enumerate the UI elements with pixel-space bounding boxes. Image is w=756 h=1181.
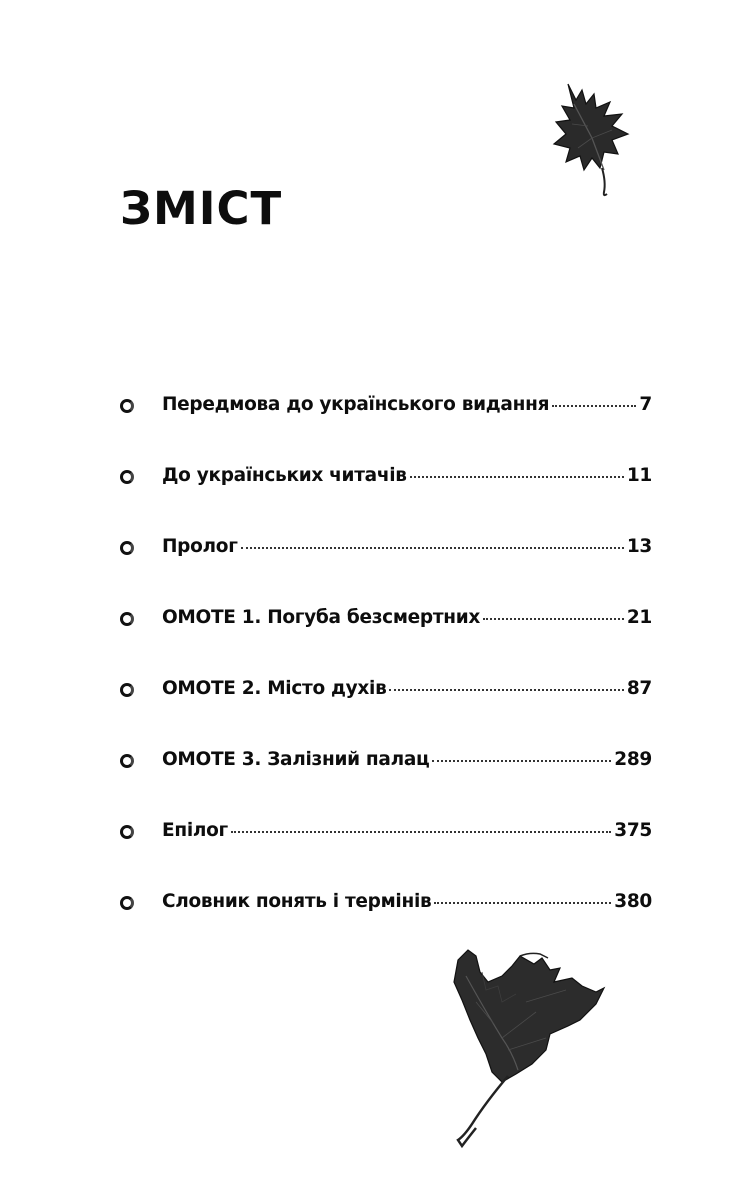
toc-entry[interactable] (120, 388, 652, 459)
circle-bullet-icon (120, 612, 134, 626)
toc-entry-page: 13 (626, 536, 652, 557)
toc-entry-page: 7 (639, 394, 652, 415)
circle-bullet-icon (120, 754, 134, 768)
toc-entry-title: OMOTE 3. Залізний палац (162, 749, 430, 770)
toc-entry-title: Епілог (162, 820, 228, 841)
toc-entry[interactable] (120, 672, 652, 743)
toc-entry-title: Словник понять і термінів (162, 891, 432, 912)
dot-leader (434, 902, 611, 904)
toc-entry-page: 87 (626, 678, 652, 699)
toc-entry-page: 380 (614, 891, 652, 912)
circle-bullet-icon (120, 399, 134, 413)
toc-entry-page: 289 (614, 749, 652, 770)
toc-entry-page: 11 (626, 465, 652, 486)
dot-leader (432, 760, 611, 762)
toc-entry-title: OMOTE 2. Місто духів (162, 678, 387, 699)
dot-leader (410, 476, 624, 478)
toc-row (162, 672, 652, 706)
dot-leader (241, 547, 624, 549)
dot-leader (552, 405, 636, 407)
toc-entry[interactable] (120, 814, 652, 885)
toc-entry-title: Пролог (162, 536, 238, 557)
page-title: ЗМІСТ (120, 182, 283, 235)
toc-row (162, 459, 652, 493)
toc-entry-title: OMOTE 1. Погуба безсмертних (162, 607, 481, 628)
toc-entry-title: Передмова до українського видання (162, 394, 550, 415)
toc-row (162, 885, 652, 919)
toc-row (162, 530, 652, 564)
dot-leader (483, 618, 624, 620)
toc-row (162, 814, 652, 848)
dry-leaf-icon (446, 942, 612, 1152)
circle-bullet-icon (120, 896, 134, 910)
circle-bullet-icon (120, 825, 134, 839)
table-of-contents (120, 388, 652, 956)
maple-leaf-icon (548, 78, 634, 200)
toc-entry[interactable] (120, 459, 652, 530)
toc-entry-title: До українських читачів (162, 465, 407, 486)
toc-row (162, 601, 652, 635)
toc-entry[interactable] (120, 530, 652, 601)
toc-entry-page: 21 (626, 607, 652, 628)
toc-row (162, 743, 652, 777)
toc-row (162, 388, 652, 422)
toc-entry[interactable] (120, 601, 652, 672)
circle-bullet-icon (120, 683, 134, 697)
toc-entry-page: 375 (614, 820, 652, 841)
toc-entry[interactable] (120, 743, 652, 814)
circle-bullet-icon (120, 541, 134, 555)
dot-leader (231, 831, 611, 833)
dot-leader (389, 689, 623, 691)
circle-bullet-icon (120, 470, 134, 484)
